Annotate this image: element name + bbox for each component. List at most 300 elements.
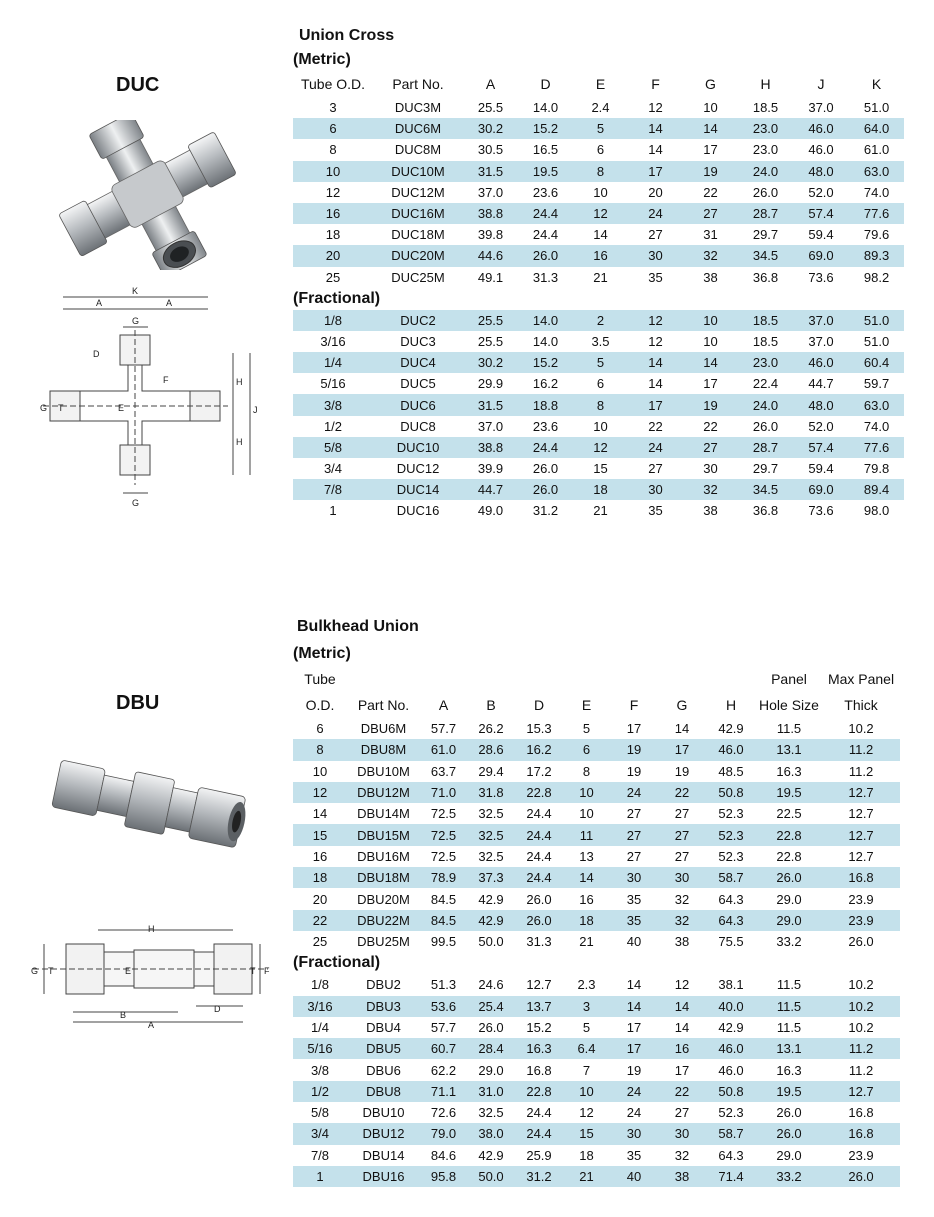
- table-cell: 27: [648, 461, 663, 477]
- table-cell: 22.8: [776, 848, 802, 864]
- table-cell: 16.3: [776, 763, 802, 779]
- table-cell: 12.7: [822, 782, 900, 803]
- table-cell: 24.4: [532, 227, 559, 243]
- table-cell: 12: [628, 310, 683, 331]
- table-cell: 27: [626, 806, 642, 822]
- table-cell: 3/4: [293, 1123, 347, 1144]
- metric-label: (Metric): [293, 49, 904, 71]
- column-header: Hole Size: [759, 697, 819, 713]
- table-cell: 23.9: [822, 910, 900, 931]
- table-cell: 8: [573, 394, 628, 415]
- table-cell: 98.0: [863, 503, 890, 519]
- table-cell: 16.8: [848, 1105, 874, 1121]
- table-cell: 36.8: [752, 269, 779, 285]
- table-row: [293, 910, 900, 931]
- table-cell: 18: [563, 910, 610, 931]
- duc-dim-g-label-bottom: G: [132, 498, 140, 508]
- table-cell: 48.0: [793, 394, 849, 415]
- table-cell: 10: [593, 418, 608, 434]
- table-cell: 12: [325, 184, 341, 200]
- duc-dim-k-label: K: [132, 286, 139, 296]
- table-cell: 14: [674, 721, 690, 737]
- table-cell: 14: [593, 227, 608, 243]
- table-cell: 6.4: [563, 1038, 610, 1059]
- dbu-dim-a-label: A: [148, 1020, 155, 1030]
- table-cell: 24: [610, 782, 658, 803]
- table-cell: 17: [626, 1020, 642, 1035]
- table-cell: 25.9: [526, 1147, 552, 1163]
- table-row: [293, 1102, 900, 1123]
- table-cell: 35: [648, 503, 663, 519]
- table-cell: 11.5: [776, 1020, 802, 1035]
- table-cell: 20: [293, 245, 373, 266]
- table-cell: 52.0: [808, 184, 834, 200]
- table-cell: 78.9: [420, 867, 467, 888]
- table-cell: 18: [579, 1147, 594, 1163]
- table-cell: 72.5: [430, 806, 457, 822]
- table-cell: 24.4: [526, 1105, 552, 1121]
- dbu-dim-f-label: F: [264, 966, 270, 976]
- table-cell: 10.2: [848, 721, 874, 737]
- table-cell: 84.6: [430, 1147, 457, 1163]
- table-cell: 3.5: [591, 333, 610, 349]
- table-cell: 53.6: [420, 996, 467, 1017]
- table-cell: 28.7: [738, 203, 793, 224]
- table-cell: 25.5: [477, 100, 504, 116]
- column-header: Tube O.D.: [300, 76, 366, 92]
- table-cell: 14: [563, 867, 610, 888]
- table-cell: 5: [573, 352, 628, 373]
- table-cell: 32.5: [467, 824, 515, 845]
- table-cell: 14.0: [532, 100, 559, 116]
- table-cell: 57.7: [430, 721, 457, 737]
- table-row: [293, 1081, 900, 1102]
- table-cell: 11.5: [756, 996, 822, 1017]
- table-cell: 18.5: [752, 333, 779, 349]
- fractional-section-row: [293, 288, 904, 310]
- table-cell: 24.4: [515, 867, 563, 888]
- table-cell: 10: [703, 100, 718, 116]
- table-cell: 22.4: [752, 376, 779, 392]
- table-cell: 14: [683, 118, 738, 139]
- table-cell: 64.3: [718, 891, 744, 907]
- table-cell: 52.3: [706, 824, 756, 845]
- table-cell: 5: [582, 1020, 591, 1035]
- table-cell: DBU18M: [347, 867, 420, 888]
- table-cell: 60.7: [420, 1038, 467, 1059]
- table-cell: 16.8: [526, 1062, 552, 1078]
- table-cell: 16.8: [822, 1123, 900, 1144]
- table-cell: 1/2: [293, 1081, 347, 1102]
- column-header: G: [676, 697, 688, 713]
- table-cell: 24.0: [738, 394, 793, 415]
- table-cell: 26.2: [478, 721, 504, 737]
- table-cell: 74.0: [863, 184, 890, 200]
- table-cell: 31.5: [463, 161, 518, 182]
- table-cell: 16: [573, 245, 628, 266]
- table-cell: 59.4: [808, 461, 834, 477]
- table-cell: 22: [658, 1081, 706, 1102]
- table-row: [293, 1123, 900, 1144]
- table-cell: 14: [648, 142, 663, 158]
- table-row: [293, 437, 904, 458]
- table-cell: 15.2: [518, 118, 573, 139]
- table-cell: 10: [293, 161, 373, 182]
- table-cell: 22.8: [756, 824, 822, 845]
- table-cell: 12: [648, 100, 663, 116]
- table-header-row: [293, 71, 904, 97]
- table-cell: 37.0: [477, 184, 504, 200]
- table-header-row: [293, 692, 900, 718]
- table-cell: 5/16: [320, 376, 346, 392]
- table-cell: 26.0: [752, 418, 779, 434]
- table-cell: 58.7: [706, 1123, 756, 1144]
- table-cell: DUC14: [373, 479, 463, 500]
- table-cell: DBU10M: [357, 763, 410, 779]
- table-cell: DUC8M: [394, 142, 442, 158]
- table-cell: DUC10M: [373, 161, 463, 182]
- table-cell: 17: [628, 161, 683, 182]
- table-cell: 18.5: [752, 100, 779, 116]
- table-cell: 24.4: [518, 437, 573, 458]
- table-cell: DUC4: [373, 352, 463, 373]
- table-cell: 18: [293, 867, 347, 888]
- table-cell: 99.5: [430, 934, 457, 950]
- table-row: [293, 203, 904, 224]
- table-cell: 52.0: [808, 418, 834, 434]
- table-cell: 3/4: [323, 461, 343, 477]
- table-cell: 12.7: [822, 1081, 900, 1102]
- table-cell: 30: [610, 867, 658, 888]
- table-cell: 22: [703, 184, 718, 200]
- table-row: [293, 139, 904, 160]
- table-row: [293, 1166, 900, 1187]
- table-cell: 12: [573, 203, 628, 224]
- table-cell: 24: [626, 1105, 642, 1121]
- table-cell: 8: [573, 161, 628, 182]
- table-cell: 5: [582, 721, 591, 737]
- table-cell: 5/16: [293, 1038, 347, 1059]
- table-cell: 22.8: [515, 782, 563, 803]
- table-cell: 11.5: [776, 977, 802, 993]
- table-cell: 10.2: [848, 977, 874, 993]
- table-cell: 19: [683, 394, 738, 415]
- column-header: H: [725, 697, 737, 713]
- column-header: G: [705, 76, 716, 92]
- table-cell: 10.2: [848, 1020, 874, 1035]
- table-cell: DBU4: [366, 1020, 401, 1035]
- table-row: [293, 245, 904, 266]
- table-cell: 22: [658, 782, 706, 803]
- table-cell: 31.2: [532, 503, 559, 519]
- table-cell: 32.5: [478, 1105, 504, 1121]
- table-cell: 27: [626, 848, 642, 864]
- table-cell: 14.0: [532, 333, 559, 349]
- table-cell: 13.7: [515, 996, 563, 1017]
- column-header-top: [347, 666, 420, 692]
- column-header: F: [629, 697, 639, 713]
- table-row: [293, 416, 904, 437]
- column-header-top: [563, 666, 610, 692]
- table-cell: 15.3: [526, 721, 552, 737]
- table-cell: 17: [628, 394, 683, 415]
- table-cell: 52.3: [718, 1105, 744, 1121]
- table-cell: 16: [658, 1038, 706, 1059]
- table-cell: 64.3: [706, 910, 756, 931]
- table-cell: 63.0: [849, 161, 904, 182]
- table-cell: 31: [703, 227, 718, 243]
- table-cell: 12.7: [848, 848, 874, 864]
- table-cell: 17: [703, 142, 718, 158]
- table-cell: 42.9: [478, 1147, 504, 1163]
- table-cell: DUC25M: [391, 269, 445, 285]
- table-cell: 89.4: [849, 479, 904, 500]
- table-cell: 72.5: [420, 824, 467, 845]
- table-cell: 30: [610, 1123, 658, 1144]
- table-cell: 29.9: [477, 376, 504, 392]
- table-cell: 26.0: [752, 184, 779, 200]
- table-cell: 15.2: [526, 1020, 552, 1035]
- table-cell: 10: [563, 1081, 610, 1102]
- table-cell: 14: [683, 352, 738, 373]
- duc-dim-h-label-lower: H: [236, 437, 243, 447]
- table-cell: 12: [573, 437, 628, 458]
- table-cell: 32: [683, 479, 738, 500]
- table-cell: 25.5: [477, 333, 504, 349]
- table-cell: 46.0: [808, 142, 834, 158]
- metric-label: (Metric): [293, 642, 900, 666]
- table-cell: 5: [573, 118, 628, 139]
- table-cell: 24.4: [526, 848, 552, 864]
- table-cell: 14: [610, 996, 658, 1017]
- table-cell: 10: [593, 184, 608, 200]
- table-cell: 42.9: [718, 721, 744, 737]
- column-header: H: [760, 76, 771, 92]
- table-cell: 11.2: [848, 1062, 874, 1078]
- table-cell: 26.0: [776, 1105, 802, 1121]
- dbu-dim-t-label-right: T: [250, 966, 256, 976]
- table-cell: DBU12: [347, 1123, 420, 1144]
- table-cell: 6: [596, 376, 605, 392]
- table-cell: 35: [626, 891, 642, 907]
- table-cell: 10: [703, 333, 718, 349]
- dbu-spec-table: [293, 642, 900, 1187]
- table-cell: DBU2: [366, 977, 401, 993]
- table-cell: 13.1: [756, 1038, 822, 1059]
- table-row: [293, 718, 900, 739]
- table-cell: 14: [628, 352, 683, 373]
- table-cell: 25.5: [463, 310, 518, 331]
- table-cell: 34.5: [738, 479, 793, 500]
- table-row: [293, 310, 904, 331]
- table-row: [293, 500, 904, 521]
- table-cell: 71.0: [420, 782, 467, 803]
- column-header: J: [817, 76, 825, 92]
- table-cell: 37.0: [793, 310, 849, 331]
- table-cell: 30.2: [463, 352, 518, 373]
- table-cell: 16.5: [532, 142, 559, 158]
- table-cell: 29.7: [752, 461, 779, 477]
- duc-dim-g-label: G: [132, 316, 140, 326]
- table-cell: 31.0: [467, 1081, 515, 1102]
- table-cell: 11.2: [822, 739, 900, 760]
- table-cell: 23.0: [738, 118, 793, 139]
- table-cell: 5/8: [310, 1105, 330, 1121]
- table-cell: 50.8: [706, 782, 756, 803]
- table-cell: 27: [648, 227, 663, 243]
- table-cell: 79.6: [863, 227, 890, 243]
- fractional-section-row: [293, 952, 900, 974]
- table-cell: 38: [703, 269, 718, 285]
- table-cell: 42.9: [718, 1020, 744, 1035]
- table-cell: 23.9: [848, 891, 874, 907]
- table-cell: 22.5: [776, 806, 802, 822]
- table-cell: 30: [628, 245, 683, 266]
- table-cell: 28.7: [738, 437, 793, 458]
- duc-dim-e-label: E: [118, 403, 125, 413]
- table-row: [293, 974, 900, 995]
- table-cell: 48.5: [718, 763, 744, 779]
- table-cell: 32: [674, 891, 690, 907]
- table-cell: 21: [563, 1166, 610, 1187]
- table-cell: DUC3: [400, 333, 436, 349]
- table-cell: 18: [573, 479, 628, 500]
- table-cell: 79.0: [420, 1123, 467, 1144]
- table-cell: DBU25M: [357, 934, 410, 950]
- table-cell: 16.3: [515, 1038, 563, 1059]
- table-cell: 14: [312, 806, 328, 822]
- table-cell: 24.4: [515, 824, 563, 845]
- table-row: [293, 824, 900, 845]
- table-cell: 26.0: [515, 910, 563, 931]
- table-cell: 26.0: [478, 1020, 504, 1035]
- table-cell: 23.0: [752, 142, 779, 158]
- table-cell: 6: [563, 739, 610, 760]
- table-cell: 31.3: [532, 269, 559, 285]
- table-row: [293, 761, 900, 782]
- table-cell: 62.2: [430, 1062, 457, 1078]
- table-cell: 23.6: [532, 184, 559, 200]
- table-cell: 72.6: [430, 1105, 457, 1121]
- duc-dim-j-label: J: [253, 405, 258, 415]
- dbu-section-title: Bulkhead Union: [297, 618, 419, 635]
- table-cell: 8: [582, 763, 591, 779]
- table-cell: 6: [293, 118, 373, 139]
- table-row: [293, 267, 904, 288]
- table-cell: 38: [703, 503, 718, 519]
- metric-section-row: [293, 49, 904, 71]
- table-cell: 25.4: [467, 996, 515, 1017]
- table-cell: 19.5: [518, 161, 573, 182]
- table-cell: DBU14M: [357, 806, 410, 822]
- table-cell: DUC5: [400, 376, 436, 392]
- table-cell: 10: [563, 782, 610, 803]
- table-cell: 98.2: [863, 269, 890, 285]
- dbu-dim-t-label: T: [48, 966, 54, 976]
- table-cell: 19.5: [756, 1081, 822, 1102]
- table-cell: 11.5: [776, 721, 802, 737]
- column-header-top: [467, 666, 515, 692]
- duc-dim-g-label-left: G: [40, 403, 48, 413]
- table-cell: 38.1: [718, 977, 744, 993]
- table-cell: 46.0: [706, 1038, 756, 1059]
- table-cell: 12.7: [822, 824, 900, 845]
- table-cell: 73.6: [808, 503, 834, 519]
- table-row: [293, 739, 900, 760]
- table-cell: 77.6: [849, 437, 904, 458]
- table-cell: 8: [293, 739, 347, 760]
- table-cell: 10: [683, 310, 738, 331]
- table-cell: 27: [674, 806, 690, 822]
- table-cell: 34.5: [738, 245, 793, 266]
- table-cell: 63.0: [849, 394, 904, 415]
- table-cell: 57.7: [430, 1020, 457, 1035]
- table-cell: 1: [329, 503, 337, 519]
- column-header: Part No.: [392, 76, 444, 92]
- table-cell: 24.4: [518, 203, 573, 224]
- table-cell: 52.3: [718, 848, 744, 864]
- table-cell: 19: [683, 161, 738, 182]
- table-cell: 84.5: [430, 891, 457, 907]
- duc-dim-t-label: T: [58, 403, 64, 413]
- table-row: [293, 803, 900, 824]
- table-cell: 52.3: [718, 806, 744, 822]
- table-cell: 89.3: [849, 245, 904, 266]
- table-cell: 30: [658, 1123, 706, 1144]
- table-cell: DUC8: [400, 418, 436, 434]
- table-cell: 27: [683, 203, 738, 224]
- fractional-label: (Fractional): [293, 288, 904, 310]
- table-cell: 32.5: [478, 806, 504, 822]
- table-cell: 32.5: [478, 848, 504, 864]
- table-cell: 44.7: [463, 479, 518, 500]
- table-cell: 39.9: [477, 461, 504, 477]
- table-cell: DBU8: [347, 1081, 420, 1102]
- table-cell: 11.2: [822, 1038, 900, 1059]
- table-row: [293, 996, 900, 1017]
- table-row: [293, 888, 900, 909]
- table-cell: 31.2: [515, 1166, 563, 1187]
- table-row: [293, 224, 904, 245]
- table-cell: 30.5: [477, 142, 504, 158]
- table-cell: 72.5: [430, 848, 457, 864]
- table-cell: DUC18M: [391, 227, 445, 243]
- table-cell: 13: [579, 848, 594, 864]
- fractional-label: (Fractional): [293, 952, 900, 974]
- table-cell: 7/8: [293, 479, 373, 500]
- duc-dimension-drawing: [38, 285, 273, 510]
- table-cell: DBU8M: [347, 739, 420, 760]
- column-header: A: [485, 76, 496, 92]
- table-cell: 12: [648, 333, 663, 349]
- table-cell: DUC3M: [394, 100, 442, 116]
- table-cell: 16: [579, 891, 594, 907]
- table-cell: 2: [573, 310, 628, 331]
- table-cell: DBU20M: [357, 891, 410, 907]
- column-header: O.D.: [305, 697, 335, 713]
- table-cell: 60.4: [849, 352, 904, 373]
- column-header: Thick: [844, 697, 878, 713]
- table-cell: 14: [628, 118, 683, 139]
- table-cell: 84.5: [420, 910, 467, 931]
- table-cell: 40: [626, 934, 642, 950]
- table-cell: 21: [593, 269, 608, 285]
- table-cell: 35: [648, 269, 663, 285]
- table-cell: 37.3: [467, 867, 515, 888]
- table-cell: 19: [626, 1062, 642, 1078]
- table-cell: 10: [312, 763, 328, 779]
- table-cell: DBU16M: [357, 848, 410, 864]
